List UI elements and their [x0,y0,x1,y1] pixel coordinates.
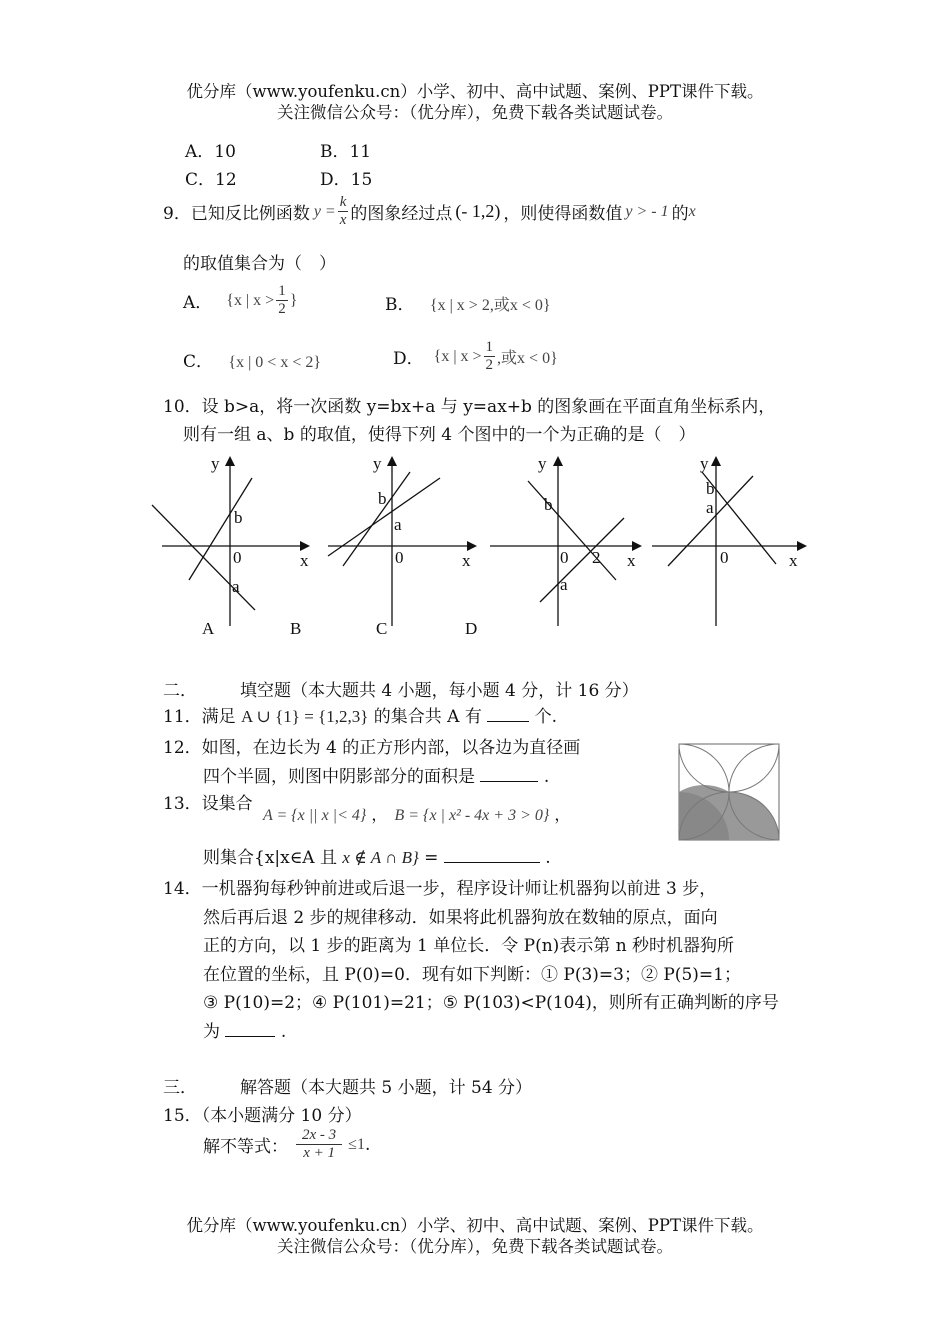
graph-c-b-label: b [544,495,553,514]
q13-answer-blank[interactable] [444,847,540,863]
q9-d-post: ,或x < 0} [497,350,558,367]
q14-line-2: 然后再后退 2 步的规律移动．如果将此机器狗放在数轴的原点，面向 [203,908,718,928]
q8-option-d: D．15 [320,170,373,190]
q10-graphs [140,448,820,648]
graph-c-line-1 [540,518,624,602]
graph-caption-c: C [376,619,388,638]
graph-b-b-label: b [378,489,387,508]
q9-point: (- 1,2) [455,201,501,221]
graph-a-a-label: a [232,577,240,596]
graph-a-line-2 [189,478,252,580]
q9-option-a [183,283,297,318]
q9-d-pre: {x | x > [433,347,482,365]
q14-answer-blank[interactable] [225,1021,275,1037]
graph-d-b-label: b [706,479,715,498]
graph-caption-a: A [202,619,215,638]
q9-a-num: 1 [278,283,286,299]
q13-line-2 [203,843,551,868]
q9-fx-den: x [339,212,347,228]
q9-mid: 的图象经过点 [350,204,453,224]
q9-condition: y > - 1 [625,202,669,220]
q14-line-3: 正的方向，以 1 步的距离为 1 单位长．令 P(n)表示第 n 秒时机器狗所 [203,936,735,956]
graph-b-x-label: x [462,551,471,570]
q13-line-2-expr: x ∉ A ∩ B} [342,848,419,867]
q9-stem [163,194,696,229]
graph-c-x-label: x [627,551,636,570]
q15-inequality [203,1127,370,1162]
q13-line-2-pre: 则集合{x|x∈A 且 [203,848,337,868]
q15-end: . [364,1134,371,1155]
q11-answer-blank[interactable] [487,706,529,722]
header-line-1: 优分库（www.youfenku.cn）小学、初中、高中试题、案例、PPT课件下载。 [186,82,764,101]
q9-var: x [688,202,696,220]
graph-c-origin: 0 [560,548,569,567]
q8-option-b: B．11 [320,142,372,162]
graph-b-a-label: a [394,515,402,534]
q9-d-label: D． [393,349,424,369]
graph-a-x-label: x [300,551,309,570]
q9-d-den: 2 [485,357,494,373]
graph-b-origin: 0 [395,548,404,567]
graph-caption-b: B [290,619,302,638]
q9-option-c [183,347,321,372]
graph-a-origin: 0 [233,548,242,567]
q9-prefix: 9．已知反比例函数 [163,204,310,224]
q9-a-post: } [289,291,298,309]
q13-sets: A = {x || x |< 4} ， B = {x | x² - 4x + 3 > 0} ， [263,805,571,824]
q11-expr: A ∪ {1} = {1,2,3} [241,707,369,726]
q11 [163,702,557,727]
q9-option-b [385,290,551,315]
q9-mid2: ，则使得函数值 [503,204,623,224]
header-line-2: 关注微信公众号：（优分库），免费下载各类试题试卷。 [277,103,673,122]
q12-figure [676,742,782,842]
graph-d-origin: 0 [720,548,729,567]
q15-num: 2x - 3 [296,1127,342,1145]
q14-last-pre: 为 [203,1022,220,1042]
graph-c-y-label: y [538,454,547,473]
q9-d-num: 1 [485,339,494,355]
section-2-number: 二． [163,681,197,701]
q9-a-label: A． [183,293,213,313]
footer-line-1: 优分库（www.youfenku.cn）小学、初中、高中试题、案例、PPT课件下载。 [186,1216,764,1235]
q9-line-2: 的取值集合为（ ） [183,254,336,274]
q9-b-text: {x | x > 2,或x < 0} [429,297,551,314]
q9-fx-num: k [339,194,347,210]
q12-line-2-text: 四个半圆，则图中阴影部分的面积是 [203,767,475,787]
q13-prefix: 13．设集合 [163,794,253,814]
q11-mid: 的集合共 A 有 [373,707,482,727]
graph-c-line-2 [528,481,616,580]
q12-end: . [543,767,550,787]
q9-a-pre: {x | x > [226,291,275,309]
q9-a-fraction [276,283,288,318]
graph-d-x-label: x [789,551,798,570]
q9-d-fraction [484,339,496,374]
section-2-title: 填空题（本大题共 4 小题，每小题 4 分，计 16 分） [240,681,639,701]
q10-line-2: 则有一组 a、b 的取值，使得下列 4 个图中的一个为正确的是（ ） [183,425,696,445]
q15-fraction [296,1127,342,1162]
graph-caption-d: D [465,619,478,638]
q11-prefix: 11．满足 [163,707,236,727]
q15-prefix: 解不等式： [203,1137,288,1157]
q14-line-5: ③ P(10)=2；④ P(101)=21；⑤ P(103)<P(104)，则所有正确判断的序号 [203,993,779,1013]
q15-rel: ≤1 [348,1135,365,1153]
section-3-title: 解答题（本大题共 5 小题，计 54 分） [240,1078,533,1098]
q13-set-a: A = {x || x |< 4} [263,807,367,824]
q14-line-4: 在位置的坐标，且 P(0)=0．现有如下判断：① P(3)=3；② P(5)=1； [203,965,741,985]
q10-line-1: 10．设 b>a，将一次函数 y=bx+a 与 y=ax+b 的图象画在平面直角坐标系内， [163,397,776,417]
section-3-number: 三． [163,1078,197,1098]
graph-d-y-label: y [700,454,709,473]
q9-b-label: B． [385,295,415,315]
q13-end: . [545,848,551,868]
q8-option-c: C．12 [185,170,237,190]
graph-b-y-label: y [373,454,382,473]
graph-c-a-label: a [560,575,568,594]
q11-suffix: 个. [534,707,558,727]
graph-a-y-label: y [211,454,220,473]
q9-c-label: C． [183,352,214,372]
q15-den: x + 1 [303,1145,335,1161]
q12-line-1: 12．如图，在边长为 4 的正方形内部，以各边为直径画 [163,738,581,758]
q13-line-2-eq: = [424,848,439,868]
q9-fx-y: y = [313,202,336,220]
q9-a-den: 2 [278,301,286,317]
q8-option-a: A．10 [185,142,236,162]
q9-fraction [338,194,349,229]
q14-end: . [280,1022,287,1042]
q14-line-6 [203,1017,286,1042]
q15-title: 15．（本小题满分 10 分） [163,1106,362,1126]
q9-c-text: {x | 0 < x < 2} [228,354,322,371]
graph-c-two-label: 2 [592,548,601,567]
graph-a-b-label: b [234,508,243,527]
q14-line-1: 14．一机器狗每秒钟前进或后退一步，程序设计师让机器狗以前进 3 步， [163,879,717,899]
footer-line-2: 关注微信公众号：（优分库），免费下载各类试题试卷。 [277,1237,673,1256]
q13-set-b: B = {x | x² - 4x + 3 > 0} [394,807,550,824]
q12-answer-blank[interactable] [480,766,538,782]
q12-line-2 [203,762,549,787]
q9-suffix: 的 [671,204,689,224]
graph-d-a-label: a [706,498,714,517]
q9-option-d [393,339,558,374]
